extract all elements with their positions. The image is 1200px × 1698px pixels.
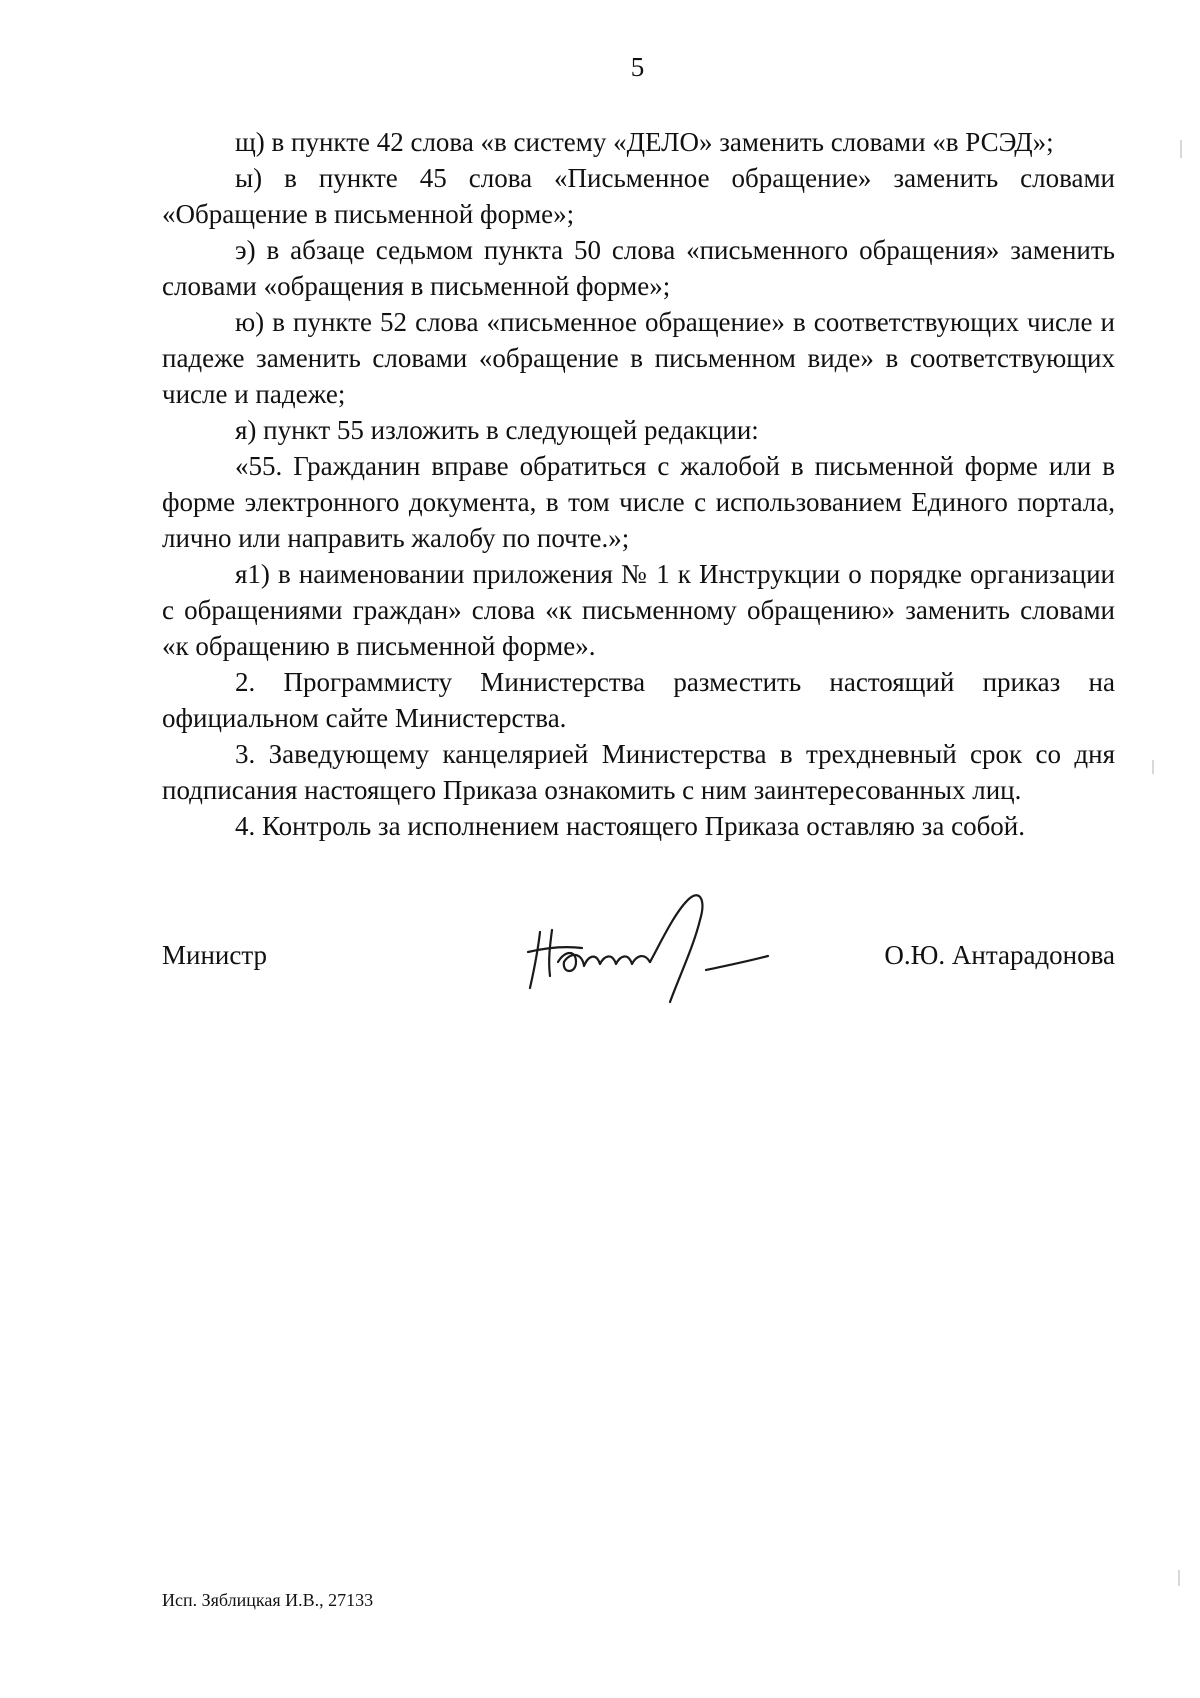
paragraph-yu: ю) в пункте 52 слова «письменное обращение» в соответствующих числе и падеже заменить словами «обращение в письменном виде» в соответствующих числе и падеже; xyxy=(162,307,1115,409)
signer-name: О.Ю. Антарадонова xyxy=(884,940,1115,970)
document-body xyxy=(162,124,1115,844)
paragraph-y: ы) в пункте 45 слова «Письменное обращение» заменить словами «Обращение в письменной форме»; xyxy=(162,163,1115,229)
paragraph-item-3: 3. Заведующему канцелярией Министерства в трехдневный срок со дня подписания настоящего Приказа ознакомить с ним заинтересованных лиц. xyxy=(162,739,1115,805)
paragraph-item-55: «55. Гражданин вправе обратиться с жалобой в письменной форме или в форме электронного документа, в том числе с использованием Единого портала, лично или направить жалобу по почте.»; xyxy=(162,451,1115,553)
page-number: 5 xyxy=(630,52,645,82)
scan-edge-mark xyxy=(1178,1570,1180,1586)
scan-edge-mark xyxy=(1152,760,1154,774)
paragraph-ya1: я1) в наименовании приложения № 1 к Инструкции о порядке организации с обращениями граждан» слова «к письменному обращению» заменить словами «к обращению в письменной форме». xyxy=(162,559,1115,661)
paragraph-shch: щ) в пункте 42 слова «в систему «ДЕЛО» заменить словами «в РСЭД»; xyxy=(235,127,1054,157)
paragraph-item-2: 2. Программисту Министерства разместить настоящий приказ на официальном сайте Министерства. xyxy=(162,667,1115,733)
paragraph-item-4: 4. Контроль за исполнением настоящего Приказа оставляю за собой. xyxy=(235,811,1026,841)
paragraph-ya: я) пункт 55 изложить в следующей редакции: xyxy=(235,415,759,445)
scan-edge-mark xyxy=(1180,140,1182,158)
executor-note: Исп. Зяблицкая И.В., 27133 xyxy=(162,1590,374,1610)
handwritten-signature xyxy=(510,890,790,1010)
signature-block xyxy=(162,930,1115,1050)
paragraph-e: э) в абзаце седьмом пункта 50 слова «письменного обращения» заменить словами «обращения в письменной форме»; xyxy=(162,235,1115,301)
signer-title: Министр xyxy=(162,940,267,970)
